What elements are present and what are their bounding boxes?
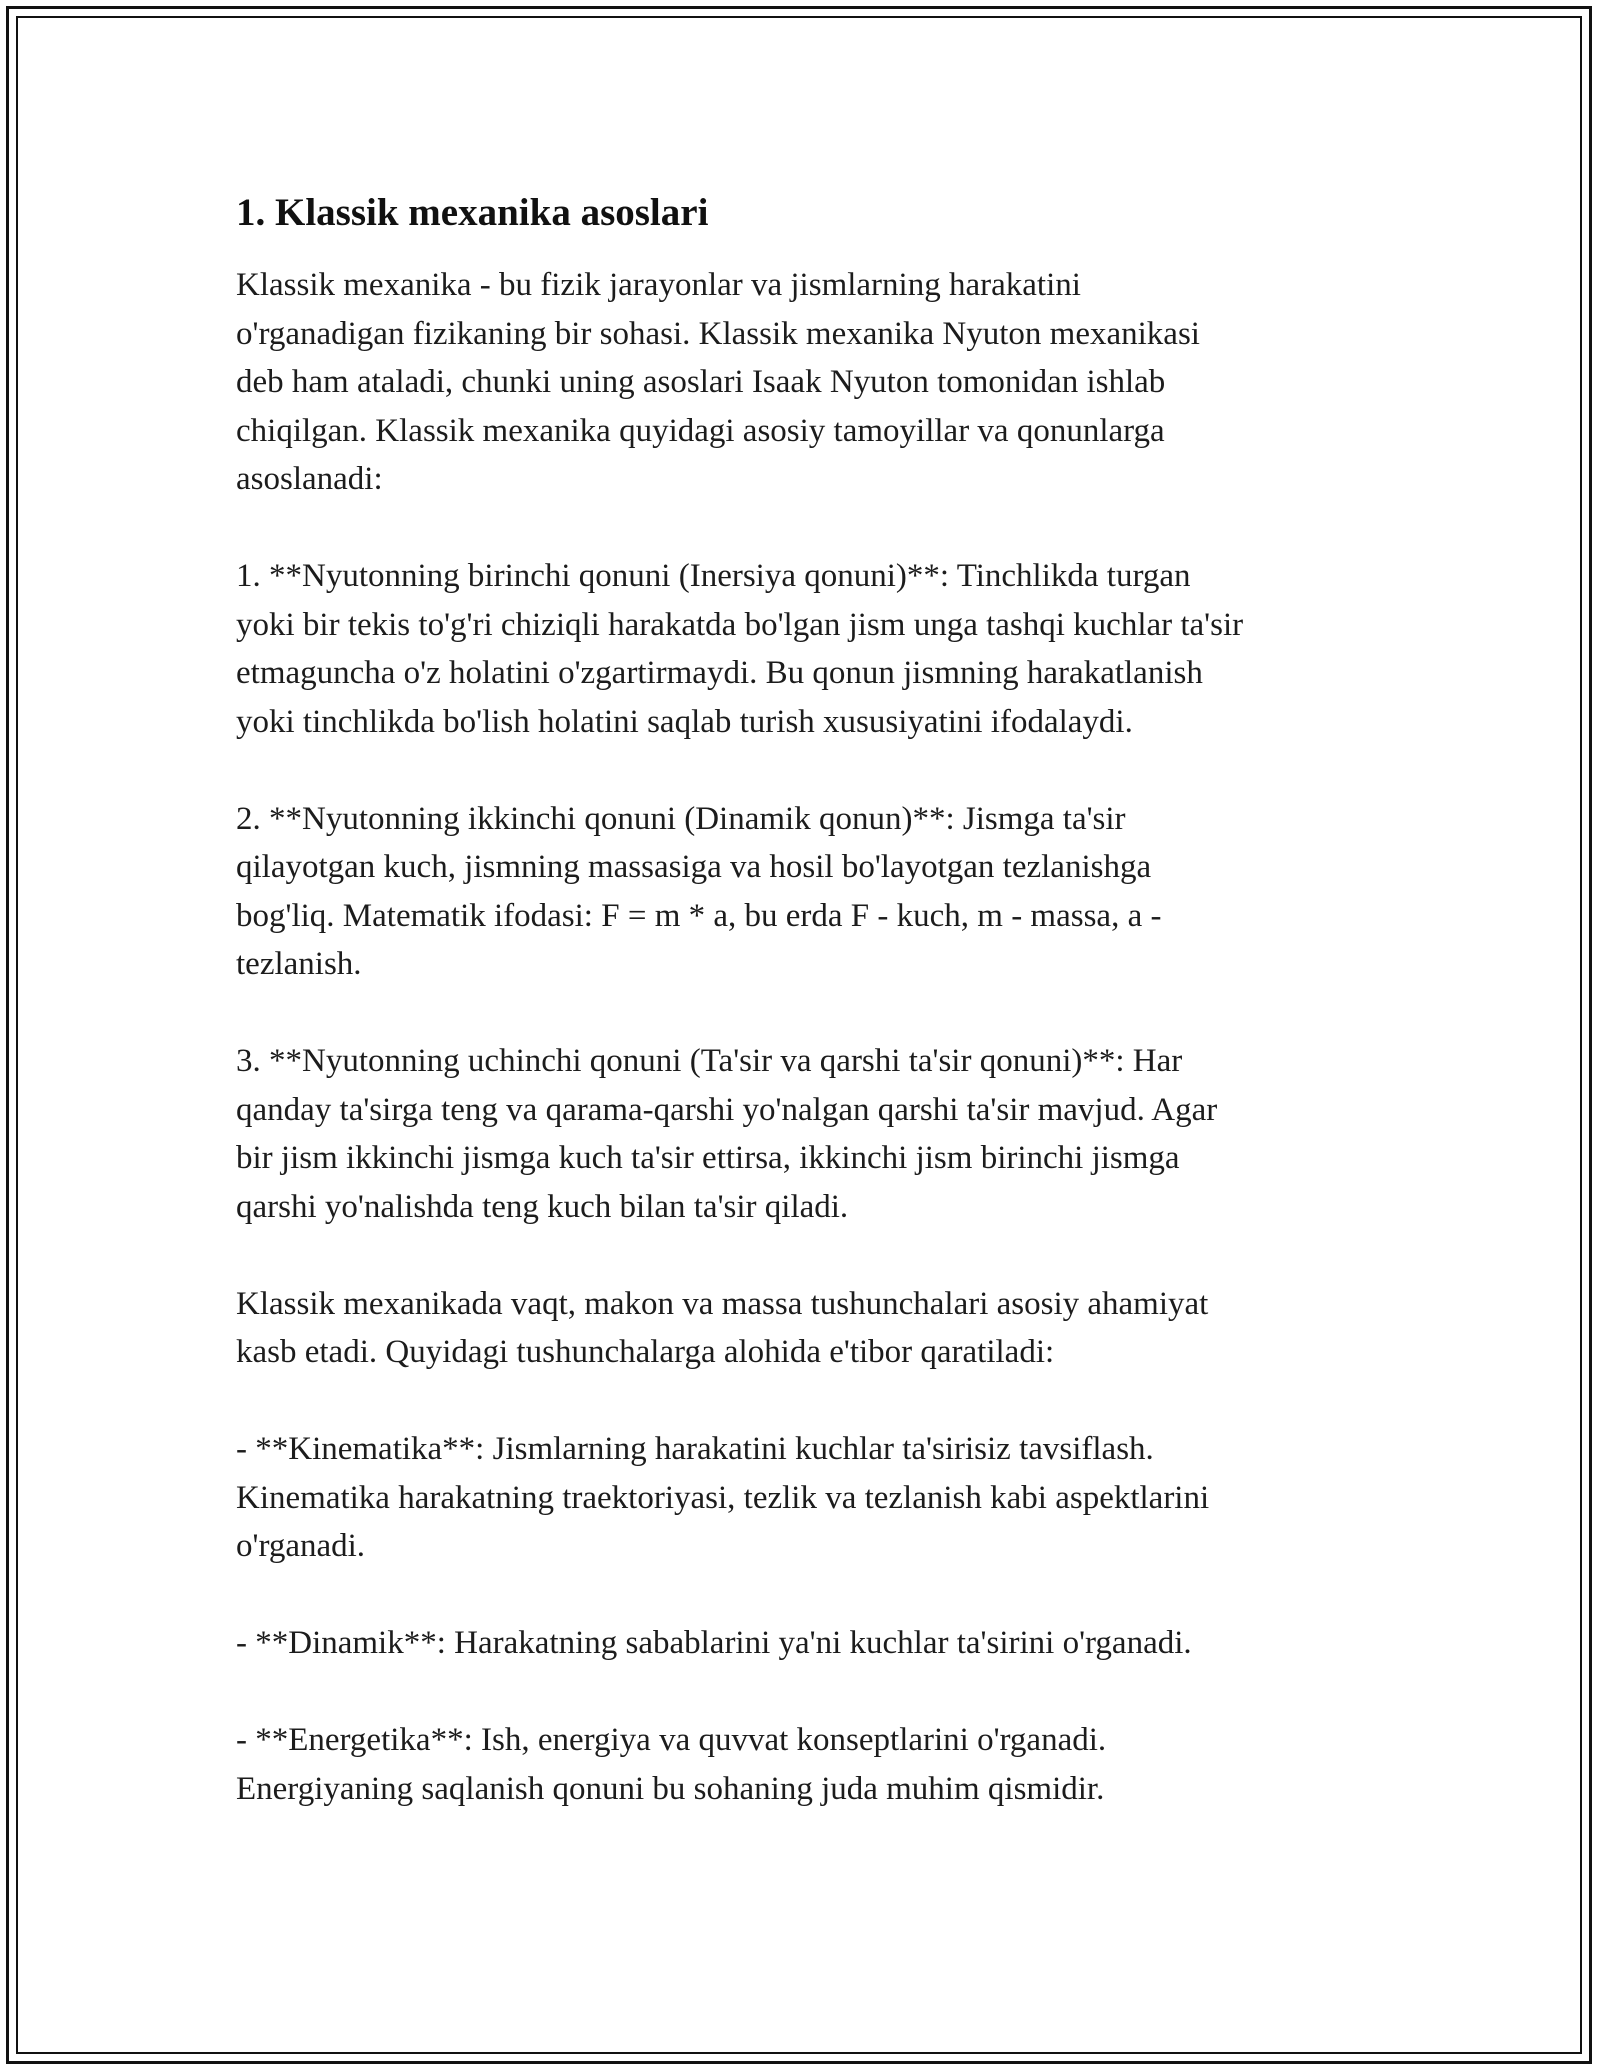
third-law-paragraph: 3. **Nyutonning uchinchi qonuni (Ta'sir va qarshi ta'sir qonuni)**: Har qanday ta'sirga teng va qarama-qarshi yo'nalgan qarshi ta'sir mavjud. Agar bir jism ikkinchi jismga kuch ta'sir ettirsa, ikkinchi jism birinchi jismga qarshi yo'nalishda teng kuch bilan ta'sir qiladi. xyxy=(236,1043,1218,1225)
paragraph-gap xyxy=(236,1571,1376,1620)
dynamics-item: - **Dinamik**: Harakatning sabablarini ya'ni kuchlar ta'sirini o'rganadi. xyxy=(236,1625,1192,1661)
second-law-paragraph: 2. **Nyutonning ikkinchi qonuni (Dinamik qonun)**: Jismga ta'sir qilayotgan kuch, jismning massasiga va hosil bo'layotgan tezlanishga bog'liq. Matematik ifodasi: F = m * a, bu erda F - kuch, m - massa, a - tezlanish. xyxy=(236,800,1162,982)
energetics-item: - **Energetika**: Ish, energiya va quvvat konseptlarini o'rganadi. Energiyaning saqlanish qonuni bu sohaning juda muhim qismidir. xyxy=(236,1722,1107,1807)
concepts-paragraph: Klassik mexanikada vaqt, makon va massa tushunchalari asosiy ahamiyat kasb etadi. Quyidagi tushunchalarga alohida e'tibor qaratiladi: xyxy=(236,1285,1209,1370)
kinematics-item: - **Kinematika**: Jismlarning harakatini kuchlar ta'sirisiz tavsiflash. Kinematika harakatning traektoriyasi, tezlik va tezlanish kabi aspektlarini o'rganadi. xyxy=(236,1431,1210,1564)
paragraph-gap xyxy=(236,1377,1376,1426)
document-body xyxy=(236,188,1376,1813)
paragraph-gap xyxy=(236,504,1376,553)
section-heading: 1. Klassik mexanika asoslari xyxy=(236,191,709,234)
paragraph-gap xyxy=(236,989,1376,1038)
paragraph-gap xyxy=(236,1231,1376,1280)
first-law-paragraph: 1. **Nyutonning birinchi qonuni (Inersiya qonuni)**: Tinchlikda turgan yoki bir tekis to'g'ri chiziqli harakatda bo'lgan jism unga tashqi kuchlar ta'sir etmaguncha o'z holatini o'zgartirmaydi. Bu qonun jismning harakatlanish yoki tinchlikda bo'lish holatini saqlab turish xususiyatini ifodalaydi. xyxy=(236,558,1244,740)
intro-paragraph: Klassik mexanika - bu fizik jarayonlar va jismlarning harakatini o'rganadigan fizikaning bir sohasi. Klassik mexanika Nyuton mexanikasi deb ham ataladi, chunki uning asoslari Isaak Nyuton tomonidan ishlab chiqilgan. Klassik mexanika quyidagi asosiy tamoyillar va qonunlarga asoslanadi: xyxy=(236,267,1200,497)
paragraph-gap xyxy=(236,746,1376,795)
paragraph-gap xyxy=(236,1668,1376,1717)
